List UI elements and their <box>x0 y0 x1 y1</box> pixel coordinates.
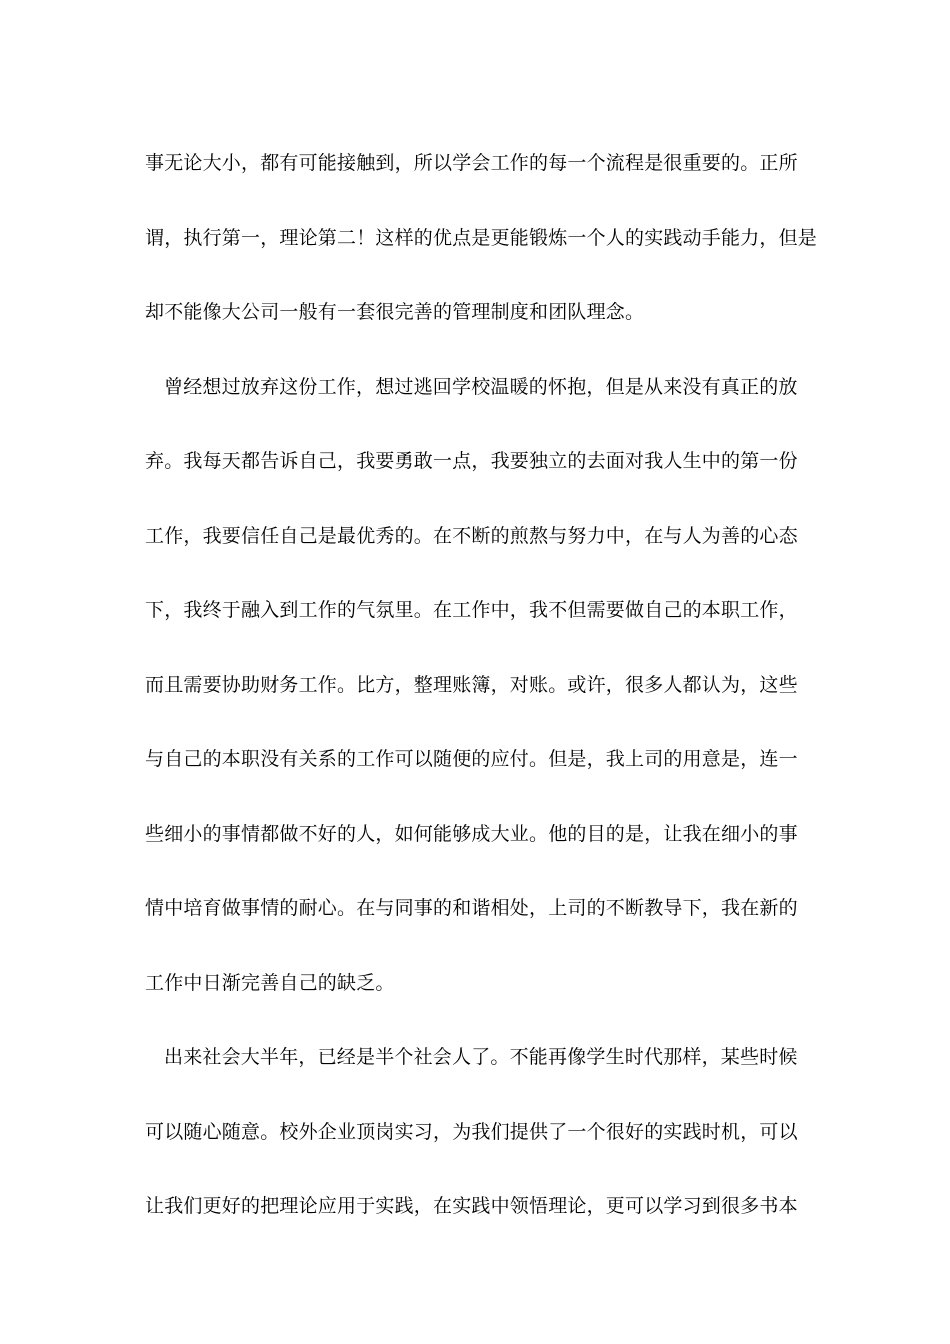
text-line: 弃。我每天都告诉自己，我要勇敢一点，我要独立的去面对我人生中的第一份 <box>145 450 798 472</box>
text-line: 与自己的本职没有关系的工作可以随便的应付。但是，我上司的用意是，连一 <box>145 748 798 770</box>
text-line: 而且需要协助财务工作。比方，整理账簿，对账。或许，很多人都认为，这些 <box>145 673 798 696</box>
text-line: 工作，我要信任自己是最优秀的。在不断的煎熬与努力中，在与人为善的心态 <box>145 524 798 547</box>
body-text <box>145 126 818 1244</box>
paragraph-start-line: 出来社会大半年，已经是半个社会人了。不能再像学生时代那样，某些时候 <box>164 1046 798 1068</box>
text-line: 谓，执行第一，理论第二！这样的优点是更能锻炼一个人的实践动手能力，但是 <box>145 226 818 249</box>
text-line: 工作中日渐完善自己的缺乏。 <box>145 971 395 994</box>
paragraph-start-line: 曾经想过放弃这份工作，想过逃回学校温暖的怀抱，但是从来没有真正的放 <box>164 375 798 398</box>
text-line: 让我们更好的把理论应用于实践，在实践中领悟理论，更可以学习到很多书本 <box>145 1195 798 1217</box>
text-line: 事无论大小，都有可能接触到，所以学会工作的每一个流程是很重要的。正所 <box>145 152 798 174</box>
text-line: 可以随心随意。校外企业顶岗实习，为我们提供了一个很好的实践时机，可以 <box>145 1120 798 1143</box>
text-line: 却不能像大公司一般有一套很完善的管理制度和团队理念。 <box>145 301 645 323</box>
text-line: 情中培育做事情的耐心。在与同事的和谐相处，上司的不断教导下，我在新的 <box>145 897 798 919</box>
text-line: 下，我终于融入到工作的气氛里。在工作中，我不但需要做自己的本职工作， <box>145 599 798 621</box>
text-line: 些细小的事情都做不好的人，如何能够成大业。他的目的是，让我在细小的事 <box>145 822 798 845</box>
